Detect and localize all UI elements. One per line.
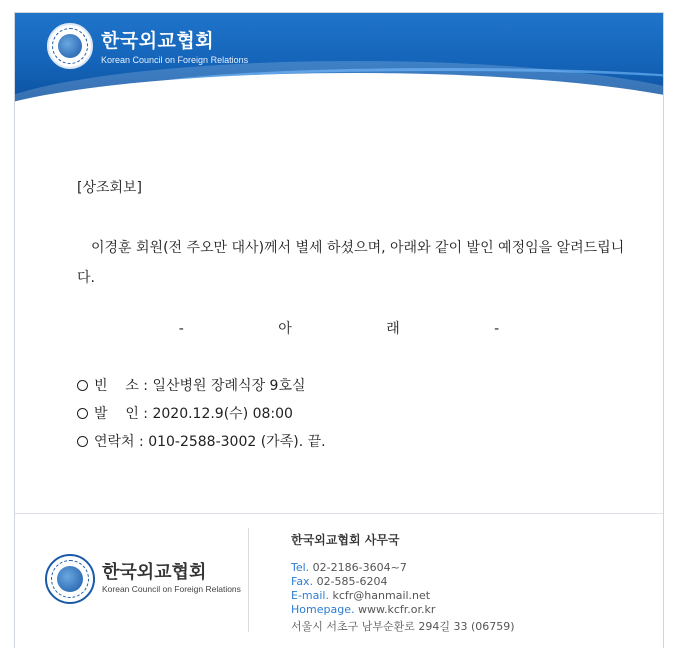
fax-value: 02-585-6204 <box>316 575 388 588</box>
address-line: 서울시 서초구 남부순환로 294길 33 (06759) <box>291 620 515 633</box>
header-org-name-en: Korean Council on Foreign Relations <box>101 55 249 65</box>
detail-text: 연락처 : 010-2588-3002 (가족). 끝. <box>94 434 326 450</box>
email-line <box>291 589 430 602</box>
circle-icon <box>77 408 88 419</box>
detail-text: 빈 소 : 일산병원 장례식장 9호실 <box>94 378 306 394</box>
notice-paragraph: 이경훈 회원(전 주오만 대사)께서 별세 하셨으며, 아래와 같이 발인 예정임을 알려드립니다. <box>77 240 625 286</box>
homepage-line <box>291 603 435 616</box>
detail-item-contact <box>77 431 326 451</box>
fax-line <box>291 575 388 588</box>
homepage-link[interactable]: www.kcfr.or.kr <box>357 603 436 616</box>
footer-divider <box>248 528 249 632</box>
detail-item-balin <box>77 403 293 423</box>
email-link[interactable]: kcfr@hanmail.net <box>332 589 431 602</box>
circle-icon <box>77 380 88 391</box>
tel-line <box>291 561 407 574</box>
detail-text: 발 인 : 2020.12.9(수) 08:00 <box>94 406 293 422</box>
circle-icon <box>77 436 88 447</box>
footer-org-name-en: Korean Council on Foreign Relations <box>102 584 241 594</box>
globe-emblem-icon <box>45 554 95 604</box>
notice-title: [상조회보] <box>77 180 143 196</box>
tel-label: Tel. <box>291 561 310 574</box>
footer-org-name: 한국외교협회 <box>102 562 207 583</box>
header-org-name: 한국외교협회 <box>101 30 215 52</box>
detail-item-binso <box>77 375 306 395</box>
office-title: 한국외교협회 사무국 <box>291 533 400 547</box>
fax-label: Fax. <box>291 575 314 588</box>
globe-emblem-icon <box>47 23 93 69</box>
header-banner <box>15 13 663 105</box>
section-heading: - 아 래 - <box>178 321 500 337</box>
tel-value: 02-2186-3604~7 <box>312 561 407 574</box>
email-label: E-mail. <box>291 589 329 602</box>
footer <box>15 513 663 648</box>
homepage-label: Homepage. <box>291 603 355 616</box>
email-frame <box>14 12 664 648</box>
